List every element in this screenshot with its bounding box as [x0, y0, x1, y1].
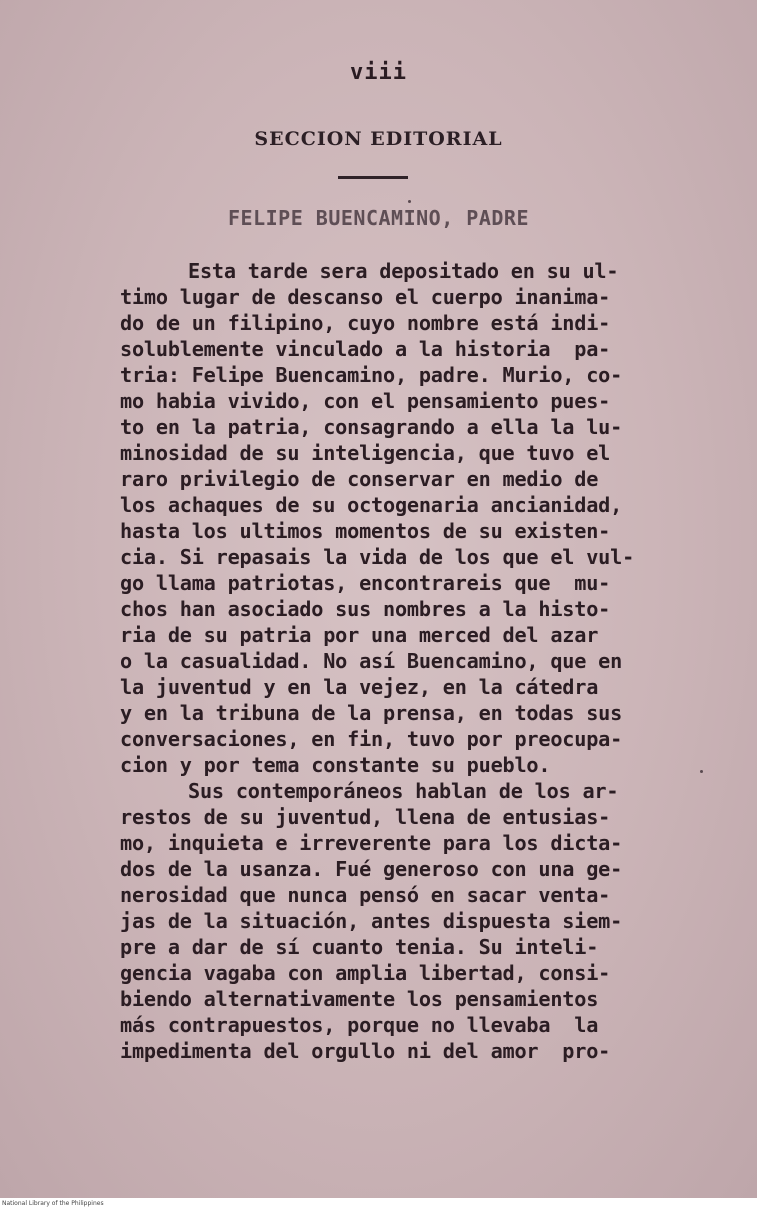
body-line: más contrapuestos, porque no llevaba la: [120, 1013, 599, 1037]
article-title: FELIPE BUENCAMINO, PADRE: [228, 206, 529, 230]
body-line: conversaciones, en fin, tuvo por preocupa-: [120, 727, 623, 751]
body-line: Sus contemporáneos hablan de los ar-: [188, 779, 619, 803]
body-line: impedimenta del orgullo ni del amor pro-: [120, 1039, 611, 1063]
body-line: y en la tribuna de la prensa, en todas sus: [120, 701, 623, 725]
paper-speck: [700, 770, 703, 773]
body-line: la juventud y en la vejez, en la cátedra: [120, 675, 599, 699]
body-line: restos de su juventud, llena de entusias-: [120, 805, 611, 829]
body-line: Esta tarde sera depositado en su ul-: [188, 259, 619, 283]
body-line: mo, inquieta e irreverente para los dicta-: [120, 831, 623, 855]
body-line: raro privilegio de conservar en medio de: [120, 467, 599, 491]
body-line: pre a dar de sí cuanto tenia. Su inteli-: [120, 935, 599, 959]
body-line: mo habia vivido, con el pensamiento pues-: [120, 389, 611, 413]
section-title: SECCION EDITORIAL: [254, 128, 503, 150]
body-line: cion y por tema constante su pueblo.: [120, 753, 551, 777]
page-number: viii: [350, 60, 407, 85]
body-line: o la casualidad. No así Buencamino, que en: [120, 649, 623, 673]
body-line: timo lugar de descanso el cuerpo inanima-: [120, 285, 611, 309]
body-line: tria: Felipe Buencamino, padre. Murio, co-: [120, 363, 623, 387]
paper-speck: [408, 200, 411, 203]
body-line: minosidad de su inteligencia, que tuvo el: [120, 441, 611, 465]
body-line: hasta los ultimos momentos de su existen-: [120, 519, 611, 543]
body-line: nerosidad que nunca pensó en sacar venta-: [120, 883, 611, 907]
body-line: dos de la usanza. Fué generoso con una ge-: [120, 857, 623, 881]
library-footer: National Library of the Philippines: [2, 1200, 104, 1207]
body-line: chos han asociado sus nombres a la histo-: [120, 597, 611, 621]
body-line: solublemente vinculado a la historia pa-: [120, 337, 611, 361]
body-line: to en la patria, consagrando a ella la lu-: [120, 415, 623, 439]
body-line: go llama patriotas, encontrareis que mu-: [120, 571, 611, 595]
body-line: gencia vagaba con amplia libertad, consi-: [120, 961, 611, 985]
body-line: ria de su patria por una merced del azar: [120, 623, 599, 647]
body-line: jas de la situación, antes dispuesta siem-: [120, 909, 623, 933]
body-line: los achaques de su octogenaria ancianidad,: [120, 493, 623, 517]
body-line: cia. Si repasais la vida de los que el vul-: [120, 545, 635, 569]
body-line: biendo alternativamente los pensamientos: [120, 987, 599, 1011]
body-line: do de un filipino, cuyo nombre está indi-: [120, 311, 611, 335]
title-divider: [338, 176, 408, 179]
